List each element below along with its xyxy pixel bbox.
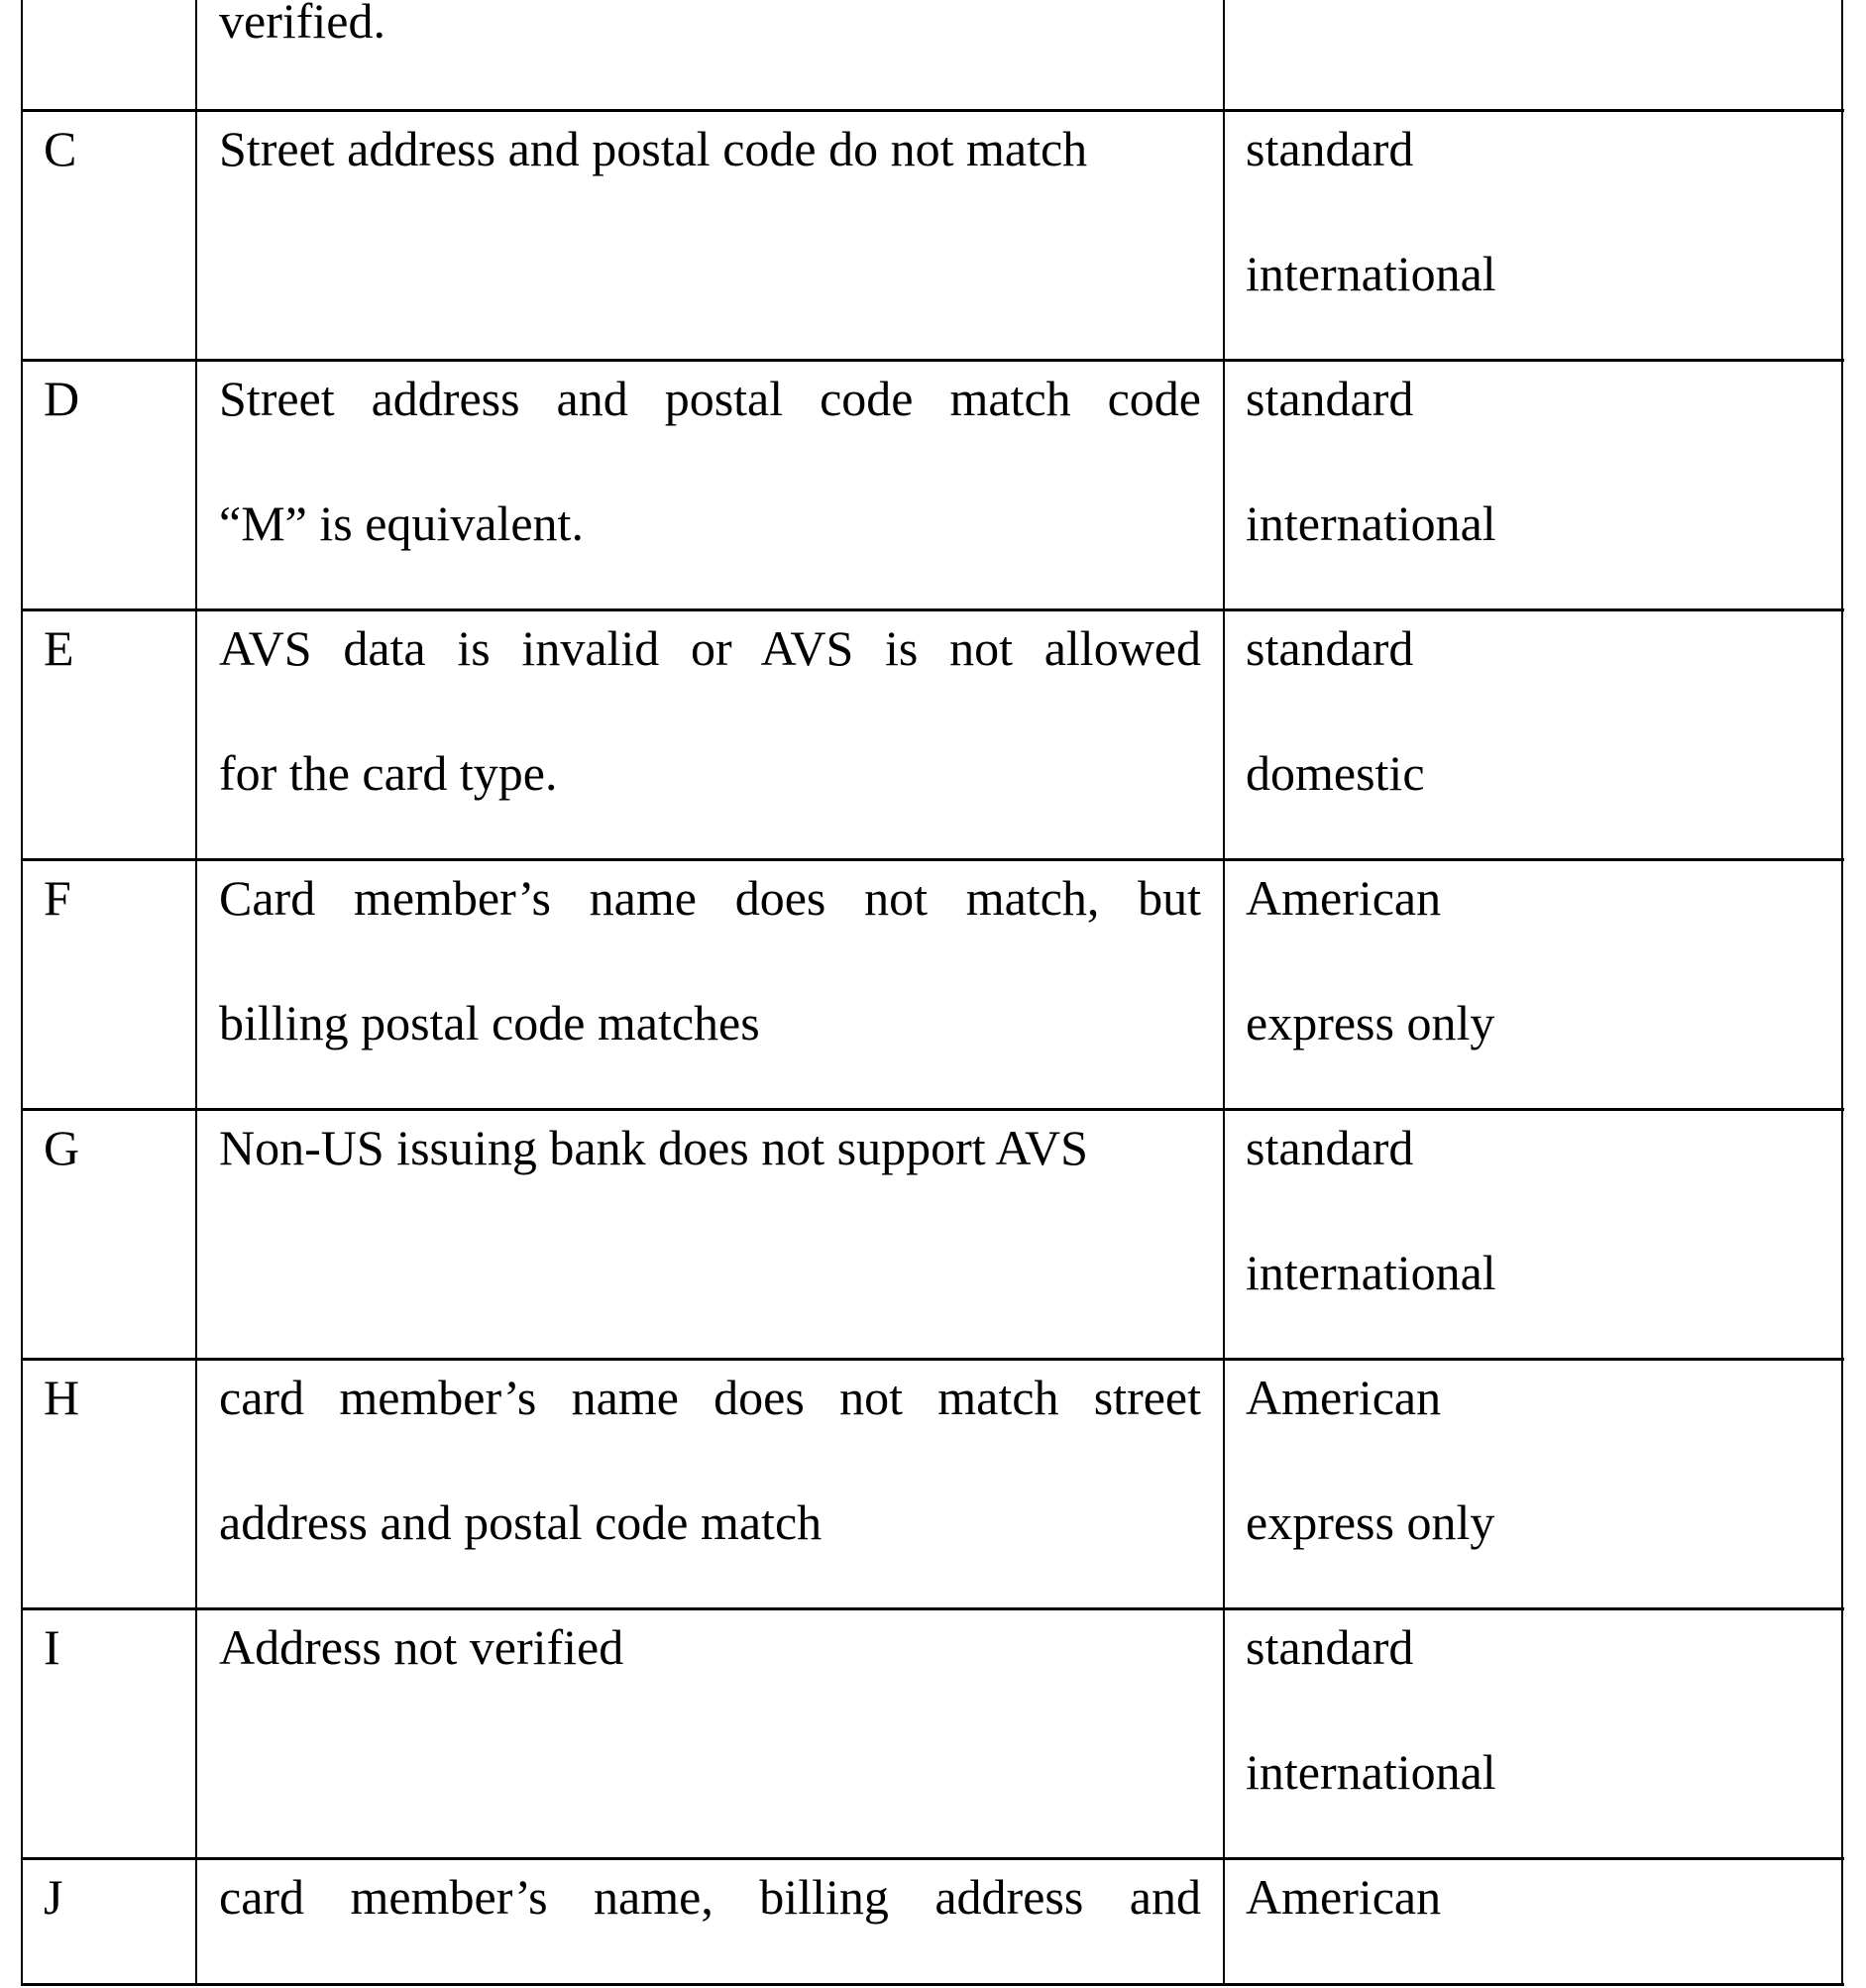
code-line: D — [44, 371, 80, 426]
description-line: address and postal code match — [219, 1494, 823, 1550]
card-type-line: American — [1246, 870, 1442, 926]
description-cell — [219, 1610, 1201, 1710]
description-line: billing postal code matches — [219, 995, 760, 1050]
code-cell — [44, 1361, 182, 1460]
card-type-line: international — [1246, 496, 1496, 551]
description-line: Non-US issuing bank does not support AVS — [219, 1120, 1088, 1175]
card-type-line: standard — [1246, 1619, 1414, 1675]
description-cell — [219, 861, 1201, 1085]
description-cell — [219, 1111, 1201, 1210]
table-row — [0, 861, 1866, 1108]
description-cell — [219, 362, 1201, 586]
table-row — [0, 112, 1866, 359]
table-row — [0, 362, 1866, 608]
description-cell — [219, 0, 1201, 83]
code-cell — [44, 362, 182, 461]
table-row — [0, 1860, 1866, 1983]
card-type-cell — [1246, 112, 1830, 336]
card-type-line: international — [1246, 1744, 1496, 1800]
card-type-cell — [1246, 1361, 1830, 1585]
description-cell — [219, 611, 1201, 835]
code-cell — [44, 1860, 182, 1959]
card-type-cell — [1246, 362, 1830, 586]
table-row — [0, 1111, 1866, 1358]
card-type-cell — [1246, 861, 1830, 1085]
description-line: card member’s name, billing address and — [219, 1869, 1201, 1925]
table-border-bottom — [22, 1983, 1844, 1986]
description-line: Street address and postal code match code — [219, 371, 1201, 426]
code-line: F — [44, 870, 71, 926]
card-type-line: international — [1246, 246, 1496, 301]
card-type-cell — [1246, 611, 1830, 835]
card-type-line: standard — [1246, 1120, 1414, 1175]
card-type-line: American — [1246, 1370, 1442, 1425]
description-line: Card member’s name does not match, but — [219, 870, 1201, 926]
description-line: verified. — [219, 0, 385, 49]
card-type-line: express only — [1246, 995, 1495, 1050]
card-type-line: standard — [1246, 620, 1414, 676]
code-cell — [44, 611, 182, 711]
code-cell — [44, 1111, 182, 1210]
table-row — [0, 611, 1866, 858]
description-line: AVS data is invalid or AVS is not allowed — [219, 620, 1201, 676]
code-line: J — [44, 1869, 63, 1925]
card-type-line: express only — [1246, 1494, 1495, 1550]
description-cell — [219, 1361, 1201, 1585]
description-line: Address not verified — [219, 1619, 624, 1675]
code-line: I — [44, 1619, 60, 1675]
table-row — [0, 1361, 1866, 1607]
code-cell — [44, 1610, 182, 1710]
table-row — [0, 1610, 1866, 1857]
code-line: H — [44, 1370, 80, 1425]
card-type-line: international — [1246, 1245, 1496, 1300]
card-type-line: domestic — [1246, 745, 1425, 801]
code-line: C — [44, 121, 77, 176]
card-type-cell — [1246, 1610, 1830, 1834]
card-type-cell — [1246, 1111, 1830, 1335]
code-line: E — [44, 620, 74, 676]
code-line: G — [44, 1120, 80, 1175]
description-cell — [219, 112, 1201, 211]
description-cell — [219, 1860, 1201, 1959]
card-type-cell — [1246, 1860, 1830, 1959]
description-line: card member’s name does not match street — [219, 1370, 1201, 1425]
card-type-line: American — [1246, 1869, 1442, 1925]
code-cell — [44, 112, 182, 211]
description-line: Street address and postal code do not match — [219, 121, 1088, 176]
card-type-line: standard — [1246, 371, 1414, 426]
card-type-line: standard — [1246, 121, 1414, 176]
description-line: “M” is equivalent. — [219, 496, 584, 551]
code-cell — [44, 861, 182, 960]
description-line: for the card type. — [219, 745, 558, 801]
